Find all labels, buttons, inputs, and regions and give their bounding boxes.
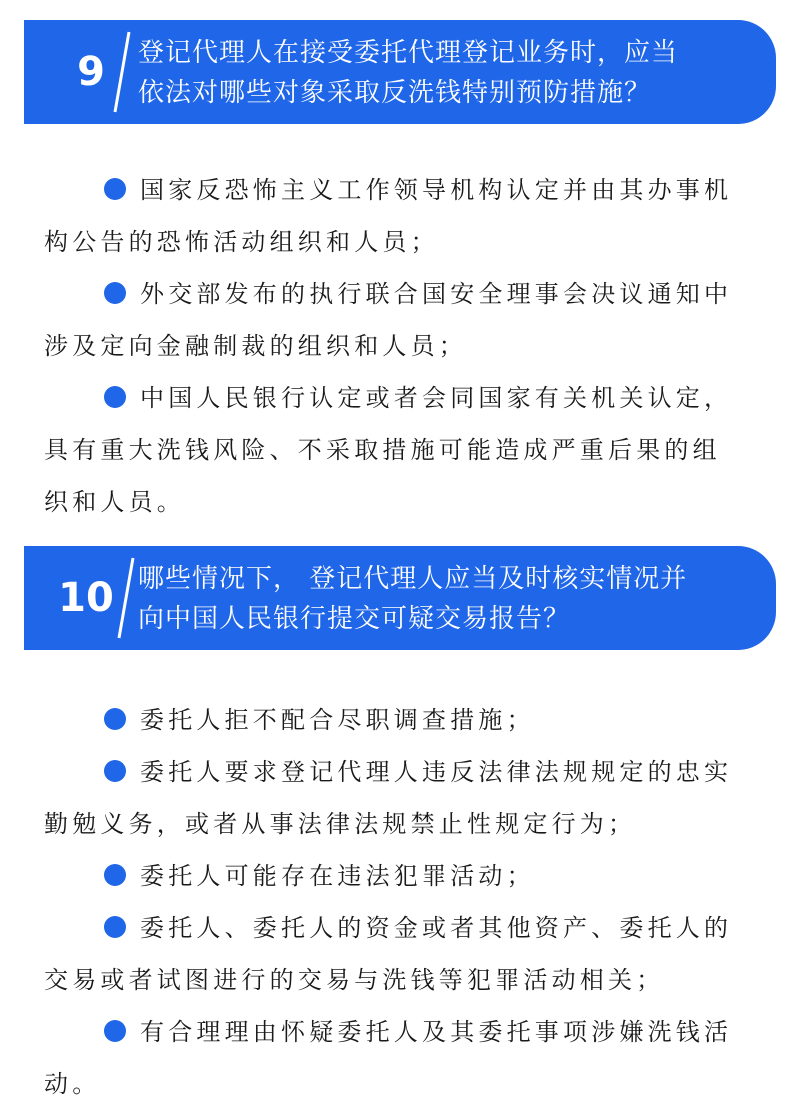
answer-item — [44, 902, 734, 1006]
question-text — [138, 33, 758, 113]
answer-text: 委托人要求登记代理人违反法律法规规定的忠实勤勉义务，或者从事法律法规禁止性规定行为； — [44, 758, 733, 838]
answer-item — [44, 746, 734, 850]
answer-item — [44, 850, 734, 902]
question-number: 10 — [58, 575, 114, 621]
answer-list-9 — [44, 164, 734, 528]
answer-text: 委托人、委托人的资金或者其他资产、委托人的交易或者试图进行的交易与洗钱等犯罪活动相关； — [44, 914, 733, 994]
answer-list-10 — [44, 694, 734, 1098]
question-text — [138, 559, 758, 639]
answer-item — [44, 1006, 734, 1098]
question-line: 哪些情况下， 登记代理人应当及时核实情况并 — [138, 564, 688, 594]
bullet-dot-icon — [104, 916, 126, 938]
question-line: 向中国人民银行提交可疑交易报告？ — [138, 604, 571, 634]
question-banner-9 — [24, 20, 776, 124]
slash-divider-icon — [112, 30, 132, 114]
answer-text: 中国人民银行认定或者会同国家有关机关认定，具有重大洗钱风险、不采取措施可能造成严重后果的组织和人员。 — [44, 384, 733, 516]
answer-item — [44, 372, 734, 528]
answer-text: 国家反恐怖主义工作领导机构认定并由其办事机构公告的恐怖活动组织和人员； — [44, 176, 733, 256]
bullet-dot-icon — [104, 1020, 126, 1042]
question-line: 登记代理人在接受委托代理登记业务时，应当 — [138, 38, 679, 68]
question-number: 9 — [77, 49, 105, 95]
bullet-dot-icon — [104, 708, 126, 730]
bullet-dot-icon — [104, 178, 126, 200]
bullet-dot-icon — [104, 864, 126, 886]
bullet-dot-icon — [104, 760, 126, 782]
question-line: 依法对哪些对象采取反洗钱特别预防措施？ — [138, 78, 652, 108]
question-banner-10 — [24, 546, 776, 650]
answer-item — [44, 694, 734, 746]
answer-item — [44, 164, 734, 268]
answer-item — [44, 268, 734, 372]
answer-text: 委托人拒不配合尽职调查措施； — [140, 706, 535, 734]
answer-text: 有合理理由怀疑委托人及其委托事项涉嫌洗钱活动。 — [44, 1018, 733, 1098]
answer-text: 外交部发布的执行联合国安全理事会决议通知中涉及定向金融制裁的组织和人员； — [44, 280, 733, 360]
slash-divider-icon — [116, 556, 136, 640]
answer-text: 委托人可能存在违法犯罪活动； — [140, 862, 535, 890]
bullet-dot-icon — [104, 386, 126, 408]
bullet-dot-icon — [104, 282, 126, 304]
